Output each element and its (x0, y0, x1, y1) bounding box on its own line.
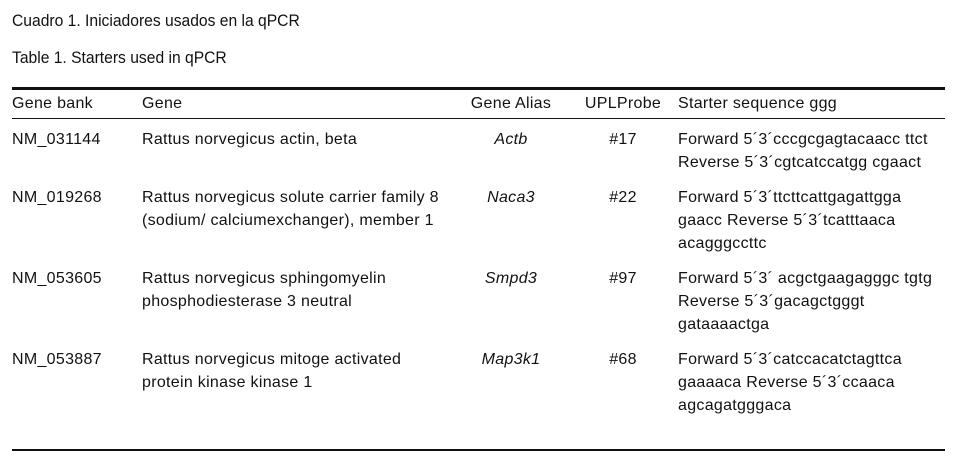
cell-gene: Rattus norvegicus solute carrier family 8 (sodium/ calciumexchanger), member 1 (142, 189, 439, 229)
table-caption-spanish: Cuadro 1. Iniciadores usados en la qPCR (12, 11, 300, 30)
cell-gene-alias: Map3k1 (481, 351, 541, 368)
cell-gene: Rattus norvegicus sphingomyelin phosphodiesterase 3 neutral (142, 270, 387, 310)
cell-gene-bank: NM_031144 (12, 131, 101, 148)
cell-gene: Rattus norvegicus mitoge activated protein kinase kinase 1 (142, 351, 402, 391)
header-gene: Gene (142, 95, 183, 112)
header-upl-probe: UPLProbe (584, 95, 662, 112)
cell-upl-probe: #22 (609, 189, 637, 206)
cell-gene: Rattus norvegicus actin, beta (142, 131, 358, 148)
cell-gene-alias: Smpd3 (484, 270, 538, 287)
cell-upl-probe: #17 (609, 131, 637, 148)
cell-gene-alias: Naca3 (487, 189, 535, 206)
cell-starter-sequence: Forward 5´3´catccacatctagttca gaaaaca Reverse 5´3´ccaaca agcagatgggaca (678, 351, 902, 414)
table-row (12, 118, 945, 186)
cell-starter-sequence: Forward 5´3´cccgcgagtacaacc ttct Reverse 5´3´cgtcatccatgg cgaact (678, 131, 928, 171)
table-row (12, 348, 945, 429)
header-starter-sequence: Starter sequence ggg (678, 95, 837, 112)
header-gene-alias: Gene Alias (470, 95, 552, 112)
cell-upl-probe: #68 (609, 351, 637, 368)
primers-table (12, 90, 945, 429)
table-caption-english: Table 1. Starters used in qPCR (12, 48, 227, 67)
header-gene-bank: Gene bank (12, 95, 93, 112)
cell-gene-bank: NM_053605 (12, 270, 102, 287)
cell-starter-sequence: Forward 5´3´ acgctgaagagggc tgtg Reverse 5´3´gacagctgggt gataaaactga (678, 270, 933, 333)
cell-upl-probe: #97 (609, 270, 637, 287)
cell-gene-bank: NM_019268 (12, 189, 102, 206)
cell-starter-sequence: Forward 5´3´ttcttcattgagattgga gaacc Reverse 5´3´tcatttaaca acagggccttc (678, 189, 902, 252)
table-bottom-rule (12, 449, 945, 451)
cell-gene-alias: Actb (494, 131, 528, 148)
table-row (12, 267, 945, 348)
table-row (12, 186, 945, 267)
cell-gene-bank: NM_053887 (12, 351, 102, 368)
table-header-row (12, 90, 945, 118)
